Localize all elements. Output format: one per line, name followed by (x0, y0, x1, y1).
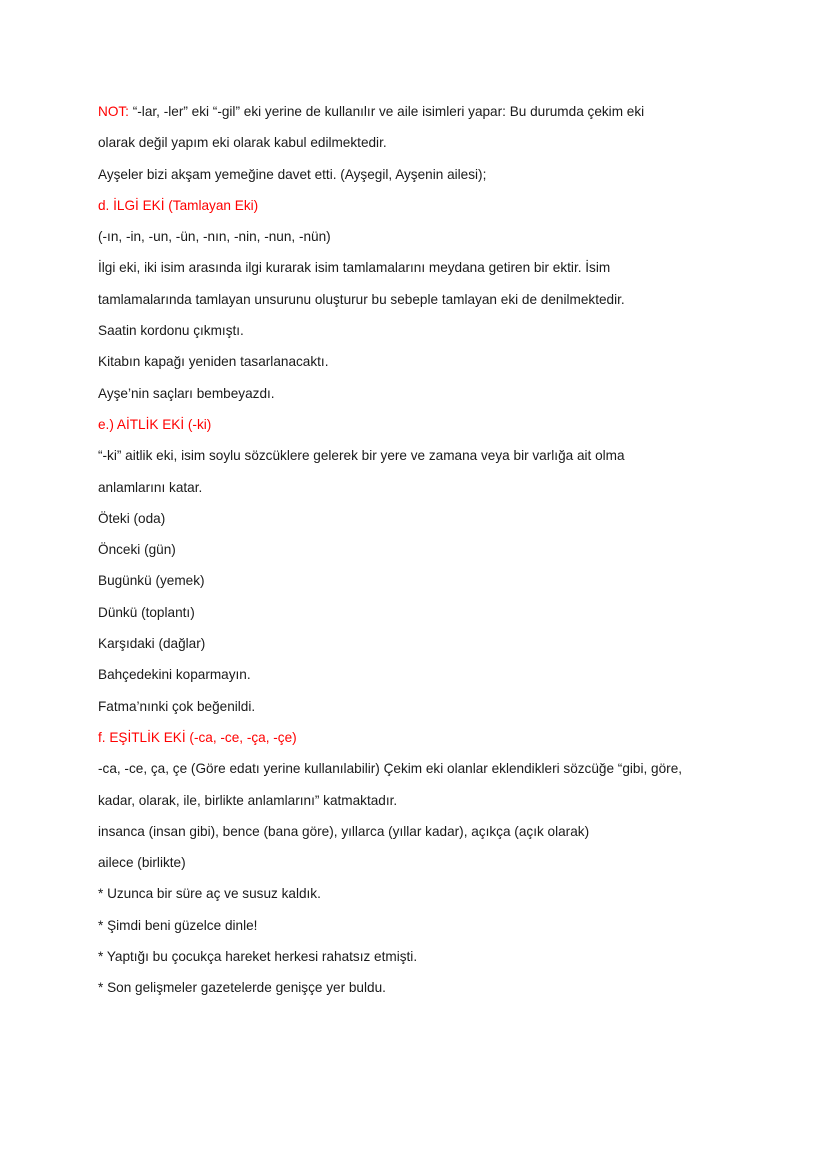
section-e-example: Öteki (oda) (98, 510, 166, 526)
section-d-suffixes: (-ın, -in, -un, -ün, -nın, -nin, -nun, -nün) (98, 229, 331, 245)
section-f-examples-1: insanca (insan gibi), bence (bana göre), yıllarca (yıllar kadar), açıkça (açık olarak) (98, 823, 590, 839)
document-body (98, 96, 758, 1004)
section-f-examples-2: ailece (birlikte) (98, 855, 186, 871)
note-line-2: olarak değil yapım eki olarak kabul edilmektedir. (98, 135, 387, 151)
section-f-desc-1: -ca, -ce, ça, çe (Göre edatı yerine kullanılabilir) Çekim eki olanlar eklendikleri sözcüğe “gibi, göre, (98, 761, 683, 777)
section-e-example: Karşıdaki (dağlar) (98, 636, 206, 652)
section-d-desc-2: tamlamalarında tamlayan unsurunu oluşturur bu sebeple tamlayan eki de denilmektedir. (98, 291, 625, 307)
note-line-1 (98, 96, 758, 127)
section-e-example: Dünkü (toplantı) (98, 604, 195, 620)
note-label: NOT: (98, 104, 129, 119)
section-d-example: Kitabın kapağı yeniden tasarlanacaktı. (98, 354, 329, 370)
section-d-heading: d. İLGİ EKİ (Tamlayan Eki) (98, 197, 259, 213)
section-d-example: Saatin kordonu çıkmıştı. (98, 323, 244, 339)
section-e-example: Bahçedekini koparmayın. (98, 667, 251, 683)
section-d-example: Ayşe’nin saçları bembeyazdı. (98, 385, 275, 401)
section-f-sentence: * Yaptığı bu çocukça hareket herkesi rahatsız etmişti. (98, 949, 418, 965)
section-e-example: Bugünkü (yemek) (98, 573, 205, 589)
section-f-desc-2: kadar, olarak, ile, birlikte anlamlarını” katmaktadır. (98, 792, 398, 808)
note-text-1: “-lar, -ler” eki “-gil” eki yerine de kullanılır ve aile isimleri yapar: Bu durumda çekim eki (128, 104, 645, 119)
section-f-sentence: * Şimdi beni güzelce dinle! (98, 917, 258, 933)
section-f-sentence: * Uzunca bir süre aç ve susuz kaldık. (98, 886, 321, 902)
section-e-example: Önceki (gün) (98, 542, 176, 558)
section-e-desc-2: anlamlarını katar. (98, 479, 203, 495)
section-e-desc-1: “-ki” aitlik eki, isim soylu sözcüklere gelerek bir yere ve zamana veya bir varlığa ait olma (98, 448, 625, 464)
note-example: Ayşeler bizi akşam yemeğine davet etti. (Ayşegil, Ayşenin ailesi); (98, 166, 487, 182)
section-f-heading: f. EŞİTLİK EKİ (-ca, -ce, -ça, -çe) (98, 729, 297, 745)
section-d-desc-1: İlgi eki, iki isim arasında ilgi kurarak isim tamlamalarını meydana getiren bir ektir. İsim (98, 260, 611, 276)
section-e-heading: e.) AİTLİK EKİ (-ki) (98, 416, 212, 432)
section-f-sentence: * Son gelişmeler gazetelerde genişçe yer buldu. (98, 980, 386, 996)
section-e-example: Fatma’nınki çok beğenildi. (98, 698, 256, 714)
